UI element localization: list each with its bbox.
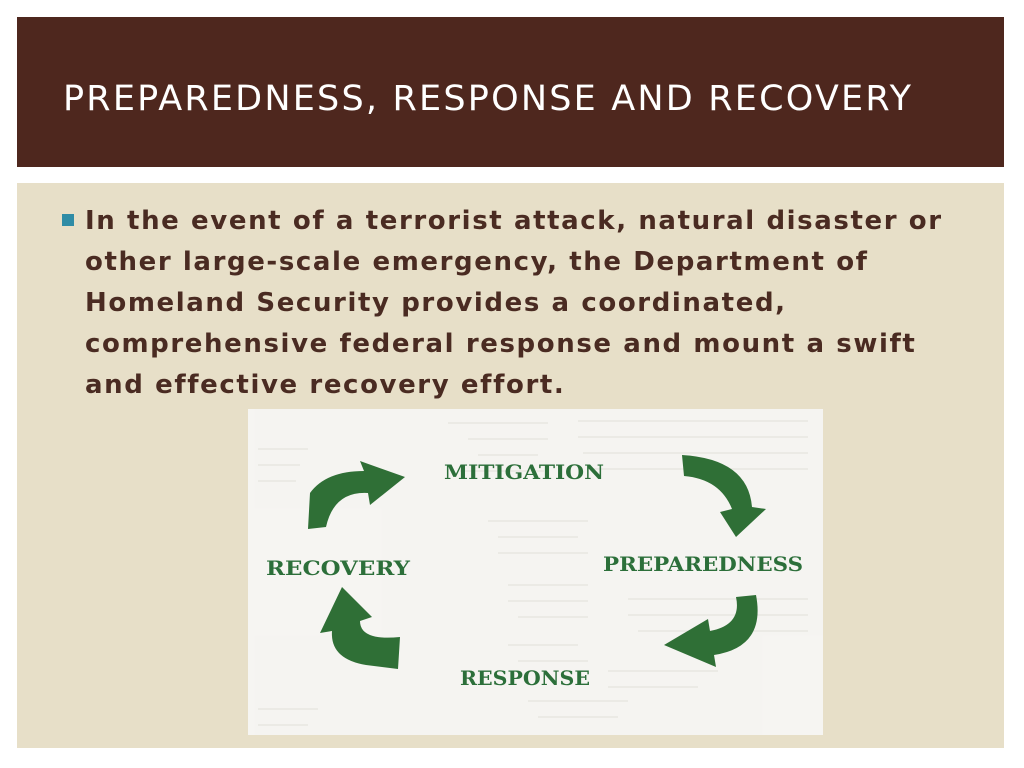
bullet-text: In the event of a terrorist attack, natural disaster or other large-scale emergency, the Department of Homeland Security provides a coordinated, comprehensive federal response and mount a swift and effective recovery effort. [85, 206, 943, 400]
cycle-diagram-svg [248, 409, 823, 735]
content-panel [17, 183, 1004, 748]
label-preparedness: PREPAREDNESS [603, 552, 803, 576]
slide-title: PREPAREDNESS, RESPONSE AND RECOVERY [63, 79, 914, 119]
label-recovery: RECOVERY [266, 556, 411, 580]
label-mitigation: MITIGATION [444, 460, 604, 484]
title-bar [17, 17, 1004, 167]
emergency-cycle-diagram [248, 409, 823, 735]
label-response: RESPONSE [460, 666, 590, 690]
bullet-square-icon [62, 214, 74, 226]
